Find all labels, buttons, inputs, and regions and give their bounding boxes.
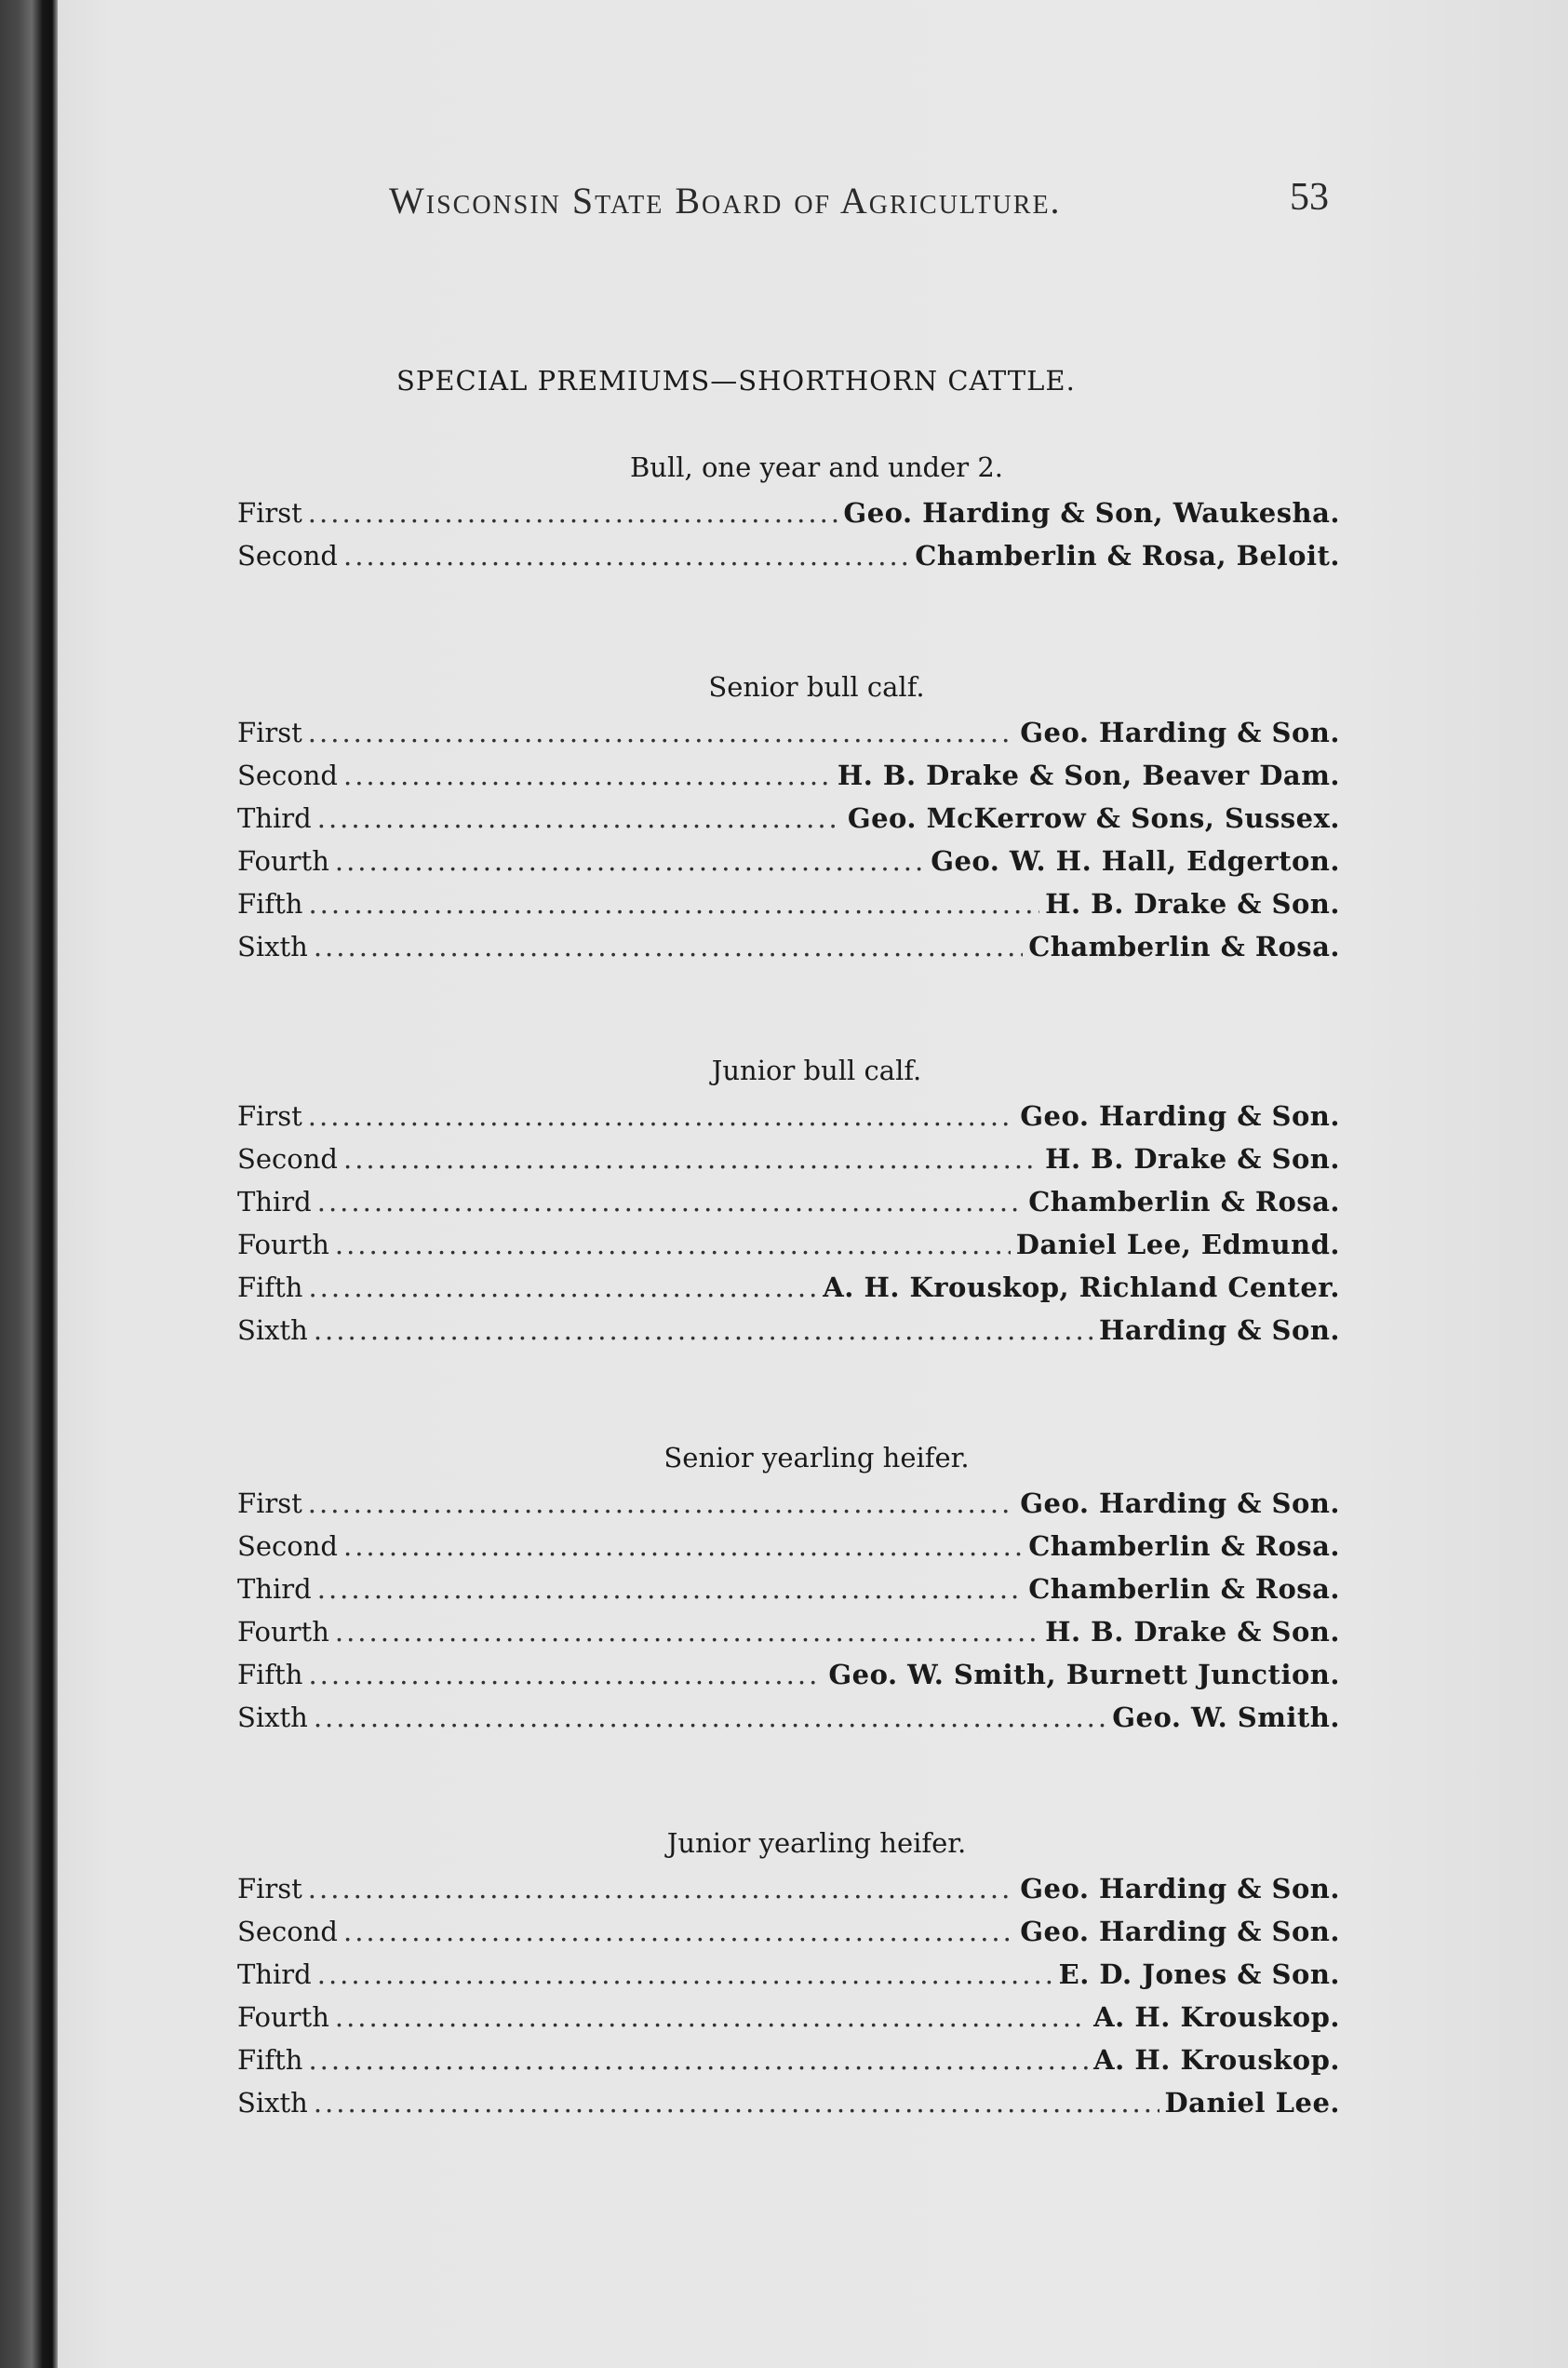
section-heading: Senior bull calf. [708, 671, 925, 703]
place-label: Second [237, 540, 338, 572]
place-label: Fifth [237, 1659, 303, 1690]
dot-leader [314, 925, 1023, 968]
dot-leader [308, 2038, 1088, 2081]
place-label: Sixth [237, 931, 308, 962]
winner-name: Chamberlin & Rosa. [1028, 931, 1340, 962]
premium-entry [237, 491, 1340, 534]
dot-leader [343, 1910, 1014, 1953]
winner-name: Geo. Harding & Son. [1020, 717, 1340, 748]
premium-section [237, 1823, 1340, 2124]
place-label: Fourth [237, 845, 329, 877]
premium-entry [237, 1525, 1340, 1567]
premium-entry [237, 1910, 1340, 1953]
winner-name: Geo. W. Smith. [1112, 1702, 1340, 1733]
winner-name: Geo. McKerrow & Sons, Sussex. [847, 802, 1340, 834]
premium-entry [237, 1223, 1340, 1266]
dot-leader [317, 1180, 1023, 1223]
running-header [389, 176, 1329, 235]
page-title: SPECIAL PREMIUMS—SHORTHORN CATTLE. [396, 365, 1076, 397]
premium-entry [237, 925, 1340, 968]
dot-leader [308, 1867, 1014, 1910]
winner-name: H. B. Drake & Son. [1045, 1143, 1340, 1175]
place-label: First [237, 1873, 302, 1904]
dot-leader [335, 1610, 1039, 1653]
premium-entry [237, 1996, 1340, 2038]
dot-leader [343, 754, 832, 797]
place-label: Third [237, 1573, 312, 1605]
premium-entry [237, 1137, 1340, 1180]
winner-name: Geo. Harding & Son. [1020, 1100, 1340, 1132]
place-label: Fourth [237, 1616, 329, 1648]
dot-leader [343, 534, 909, 577]
premium-entry [237, 840, 1340, 882]
winner-name: Geo. Harding & Son. [1020, 1873, 1340, 1904]
winner-name: H. B. Drake & Son. [1045, 888, 1340, 920]
dot-leader [335, 1223, 1011, 1266]
place-label: Third [237, 1958, 312, 1990]
place-label: First [237, 497, 302, 529]
dot-leader [314, 1696, 1106, 1739]
dot-leader [343, 1137, 1039, 1180]
winner-name: Harding & Son. [1099, 1314, 1340, 1346]
dot-leader [317, 1567, 1023, 1610]
dot-leader [308, 882, 1039, 925]
premium-entry [237, 1266, 1340, 1309]
winner-name: Daniel Lee. [1164, 2087, 1340, 2119]
page-number: 53 [1290, 176, 1329, 219]
place-label: Sixth [237, 1702, 308, 1733]
dot-leader [308, 1095, 1014, 1137]
premium-entry [237, 1567, 1340, 1610]
section-heading: Junior yearling heifer. [666, 1827, 967, 1859]
dot-leader [308, 1482, 1014, 1525]
winner-name: H. B. Drake & Son. [1045, 1616, 1340, 1648]
dot-leader [308, 491, 838, 534]
section-heading: Bull, one year and under 2. [630, 451, 1003, 483]
place-label: Second [237, 1530, 338, 1562]
premium-entry [237, 1180, 1340, 1223]
winner-name: Chamberlin & Rosa. [1028, 1530, 1340, 1562]
dot-leader [308, 1653, 823, 1696]
premium-entry [237, 711, 1340, 754]
place-label: Third [237, 802, 312, 834]
winner-name: Geo. Harding & Son. [1020, 1916, 1340, 1947]
winner-name: Chamberlin & Rosa, Beloit. [915, 540, 1340, 572]
place-label: Fifth [237, 2044, 303, 2076]
dot-leader [317, 1953, 1053, 1996]
winner-name: Chamberlin & Rosa. [1028, 1186, 1340, 1218]
premium-entry [237, 1867, 1340, 1910]
place-label: First [237, 1487, 302, 1519]
premium-entry [237, 1309, 1340, 1352]
winner-name: Geo. W. Smith, Burnett Junction. [828, 1659, 1340, 1690]
winner-name: A. H. Krouskop. [1093, 2044, 1340, 2076]
dot-leader [308, 1266, 817, 1309]
winner-name: Geo. Harding & Son, Waukesha. [843, 497, 1340, 529]
place-label: Fourth [237, 1229, 329, 1260]
winner-name: Chamberlin & Rosa. [1028, 1573, 1340, 1605]
premium-entry [237, 1696, 1340, 1739]
premium-section [237, 1050, 1340, 1352]
premium-entry [237, 1095, 1340, 1137]
premium-entry [237, 2081, 1340, 2124]
place-label: Second [237, 760, 338, 791]
dot-leader [308, 711, 1014, 754]
premium-section [237, 1437, 1340, 1739]
winner-name: A. H. Krouskop. [1093, 2001, 1340, 2033]
premium-section [237, 666, 1340, 968]
section-heading: Junior bull calf. [711, 1055, 922, 1086]
dot-leader [335, 840, 925, 882]
premium-entry [237, 1653, 1340, 1696]
winner-name: Geo. W. H. Hall, Edgerton. [931, 845, 1340, 877]
premium-entry [237, 1953, 1340, 1996]
section-heading: Senior yearling heifer. [663, 1442, 970, 1473]
premium-entry [237, 1610, 1340, 1653]
place-label: Fifth [237, 888, 303, 920]
place-label: Sixth [237, 2087, 308, 2119]
book-spine-shadow [0, 0, 58, 2368]
dot-leader [317, 797, 842, 840]
dot-leader [335, 1996, 1088, 2038]
premium-entry [237, 797, 1340, 840]
place-label: Third [237, 1186, 312, 1218]
running-title: Wisconsin State Board of Agriculture. [389, 180, 1062, 222]
winner-name: H. B. Drake & Son, Beaver Dam. [837, 760, 1340, 791]
winner-name: Geo. Harding & Son. [1020, 1487, 1340, 1519]
premium-entry [237, 2038, 1340, 2081]
premium-entry [237, 534, 1340, 577]
place-label: Fourth [237, 2001, 329, 2033]
premium-entry [237, 1482, 1340, 1525]
place-label: First [237, 1100, 302, 1132]
place-label: Second [237, 1143, 338, 1175]
dot-leader [314, 1309, 1093, 1352]
place-label: First [237, 717, 302, 748]
dot-leader [314, 2081, 1159, 2124]
place-label: Fifth [237, 1271, 303, 1303]
premium-section [237, 447, 1340, 577]
winner-name: Daniel Lee, Edmund. [1015, 1229, 1340, 1260]
place-label: Second [237, 1916, 338, 1947]
dot-leader [343, 1525, 1023, 1567]
place-label: Sixth [237, 1314, 308, 1346]
winner-name: A. H. Krouskop, Richland Center. [823, 1271, 1340, 1303]
winner-name: E. D. Jones & Son. [1058, 1958, 1340, 1990]
premium-entry [237, 754, 1340, 797]
premium-entry [237, 882, 1340, 925]
